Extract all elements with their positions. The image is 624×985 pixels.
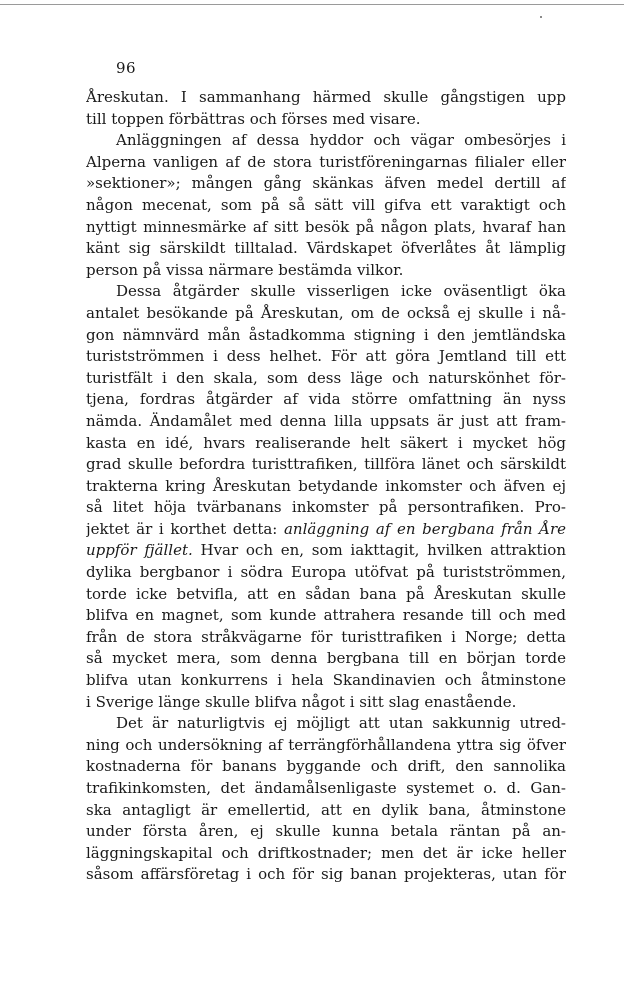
text-line: torde icke betvifla, att en sådan bana på Åreskutan skulle [86,584,566,603]
text-line: Det är naturligtvis ej möjligt att utan sakkunnig utred- [116,714,566,733]
top-edge-rule [0,4,624,5]
text-line: Alperna vanligen af de stora turistföreningarnas filialer eller [86,152,566,171]
text-line: ska antagligt är emellertid, att en dylik bana, åtminstone [86,800,566,819]
text-line: såsom affärsföretag i och för sig banan projekteras, utan för [86,865,566,884]
text-line: någon mecenat, som på så sätt vill gifva ett varaktigt och [86,195,566,214]
text-line: från de stora stråkvägarne för turisttrafiken i Norge; detta [86,627,566,646]
italic-phrase: anläggning af en bergbana från Åre [283,519,566,538]
text-line: känt sig särskildt tilltalad. Värdskapet öfverlåtes åt lämplig [86,239,566,258]
text-line: gon nämnvärd mån åstadkomma stigning i den jemtländska [86,325,566,344]
text-line: turistfält i den skala, som dess läge och naturskönhet för- [86,368,566,387]
text-line: tjena, fordras åtgärder af vida större omfattning än nyss [86,390,566,409]
text-line: Anläggningen af dessa hyddor och vägar ombesörjes i [116,131,566,150]
text-line: kostnaderna för banans byggande och drift, den sannolika [86,757,566,776]
text-line: kasta en idé, hvars realiserande helt säkert i mycket hög [86,433,566,452]
text-line: till toppen förbättras och förses med visare. [86,109,421,128]
text-line: i Sverige länge skulle blifva något i sitt slag enastående. [86,692,517,711]
text-line: blifva utan konkurrens i hela Skandinavien och åtminstone [86,671,566,690]
text-line [86,519,566,541]
italic-phrase: uppför fjället. [86,541,193,560]
text-line: under första åren, ej skulle kunna betala räntan på an- [86,822,566,841]
speck-mark [540,16,542,18]
page-number: 96 [116,59,137,77]
text-segment: Hvar och en, som iakttagit, hvilken attraktion [192,541,566,560]
text-segment: jektet är i korthet detta: [86,519,284,538]
text-line: »sektioner»; mången gång skänkas äfven medel dertill af [86,174,566,193]
text-line: Åreskutan. I sammanhang härmed skulle gångstigen upp [86,88,566,106]
text-line: Dessa åtgärder skulle visserligen icke oväsentligt öka [116,282,566,301]
text-line: så litet höja tvärbanans inkomster på persontrafiken. Pro- [86,498,566,517]
text-line: blifva en magnet, som kunde attrahera resande till och med [86,606,566,625]
text-line: grad skulle befordra turisttrafiken, tillföra länet och särskildt [86,455,566,474]
text-line: så mycket mera, som denna bergbana till en början torde [86,649,566,668]
text-line: trakterna kring Åreskutan betydande inkomster och äfven ej [86,476,566,495]
text-line [86,540,566,562]
text-line: trafikinkomsten, det ändamålsenligaste systemet o. d. Gan- [86,779,566,797]
text-line: läggningskapital och driftkostnader; men det är icke heller [86,843,566,862]
text-line: person på vissa närmare bestämda vilkor. [86,260,404,279]
text-line: antalet besökande på Åreskutan, om de också ej skulle i nå- [86,303,566,322]
text-line: turistströmmen i dess helhet. För att göra Jemtland till ett [86,347,566,366]
text-line: ning och undersökning af terrängförhållandena yttra sig öfver [86,735,566,754]
body-text [86,87,566,886]
text-line: nyttigt minnesmärke af sitt besök på någon plats, hvaraf han [86,217,566,236]
text-line: dylika bergbanor i södra Europa utöfvat på turistströmmen, [86,563,566,582]
text-line: nämda. Ändamålet med denna lilla uppsats är just att fram- [86,411,566,430]
